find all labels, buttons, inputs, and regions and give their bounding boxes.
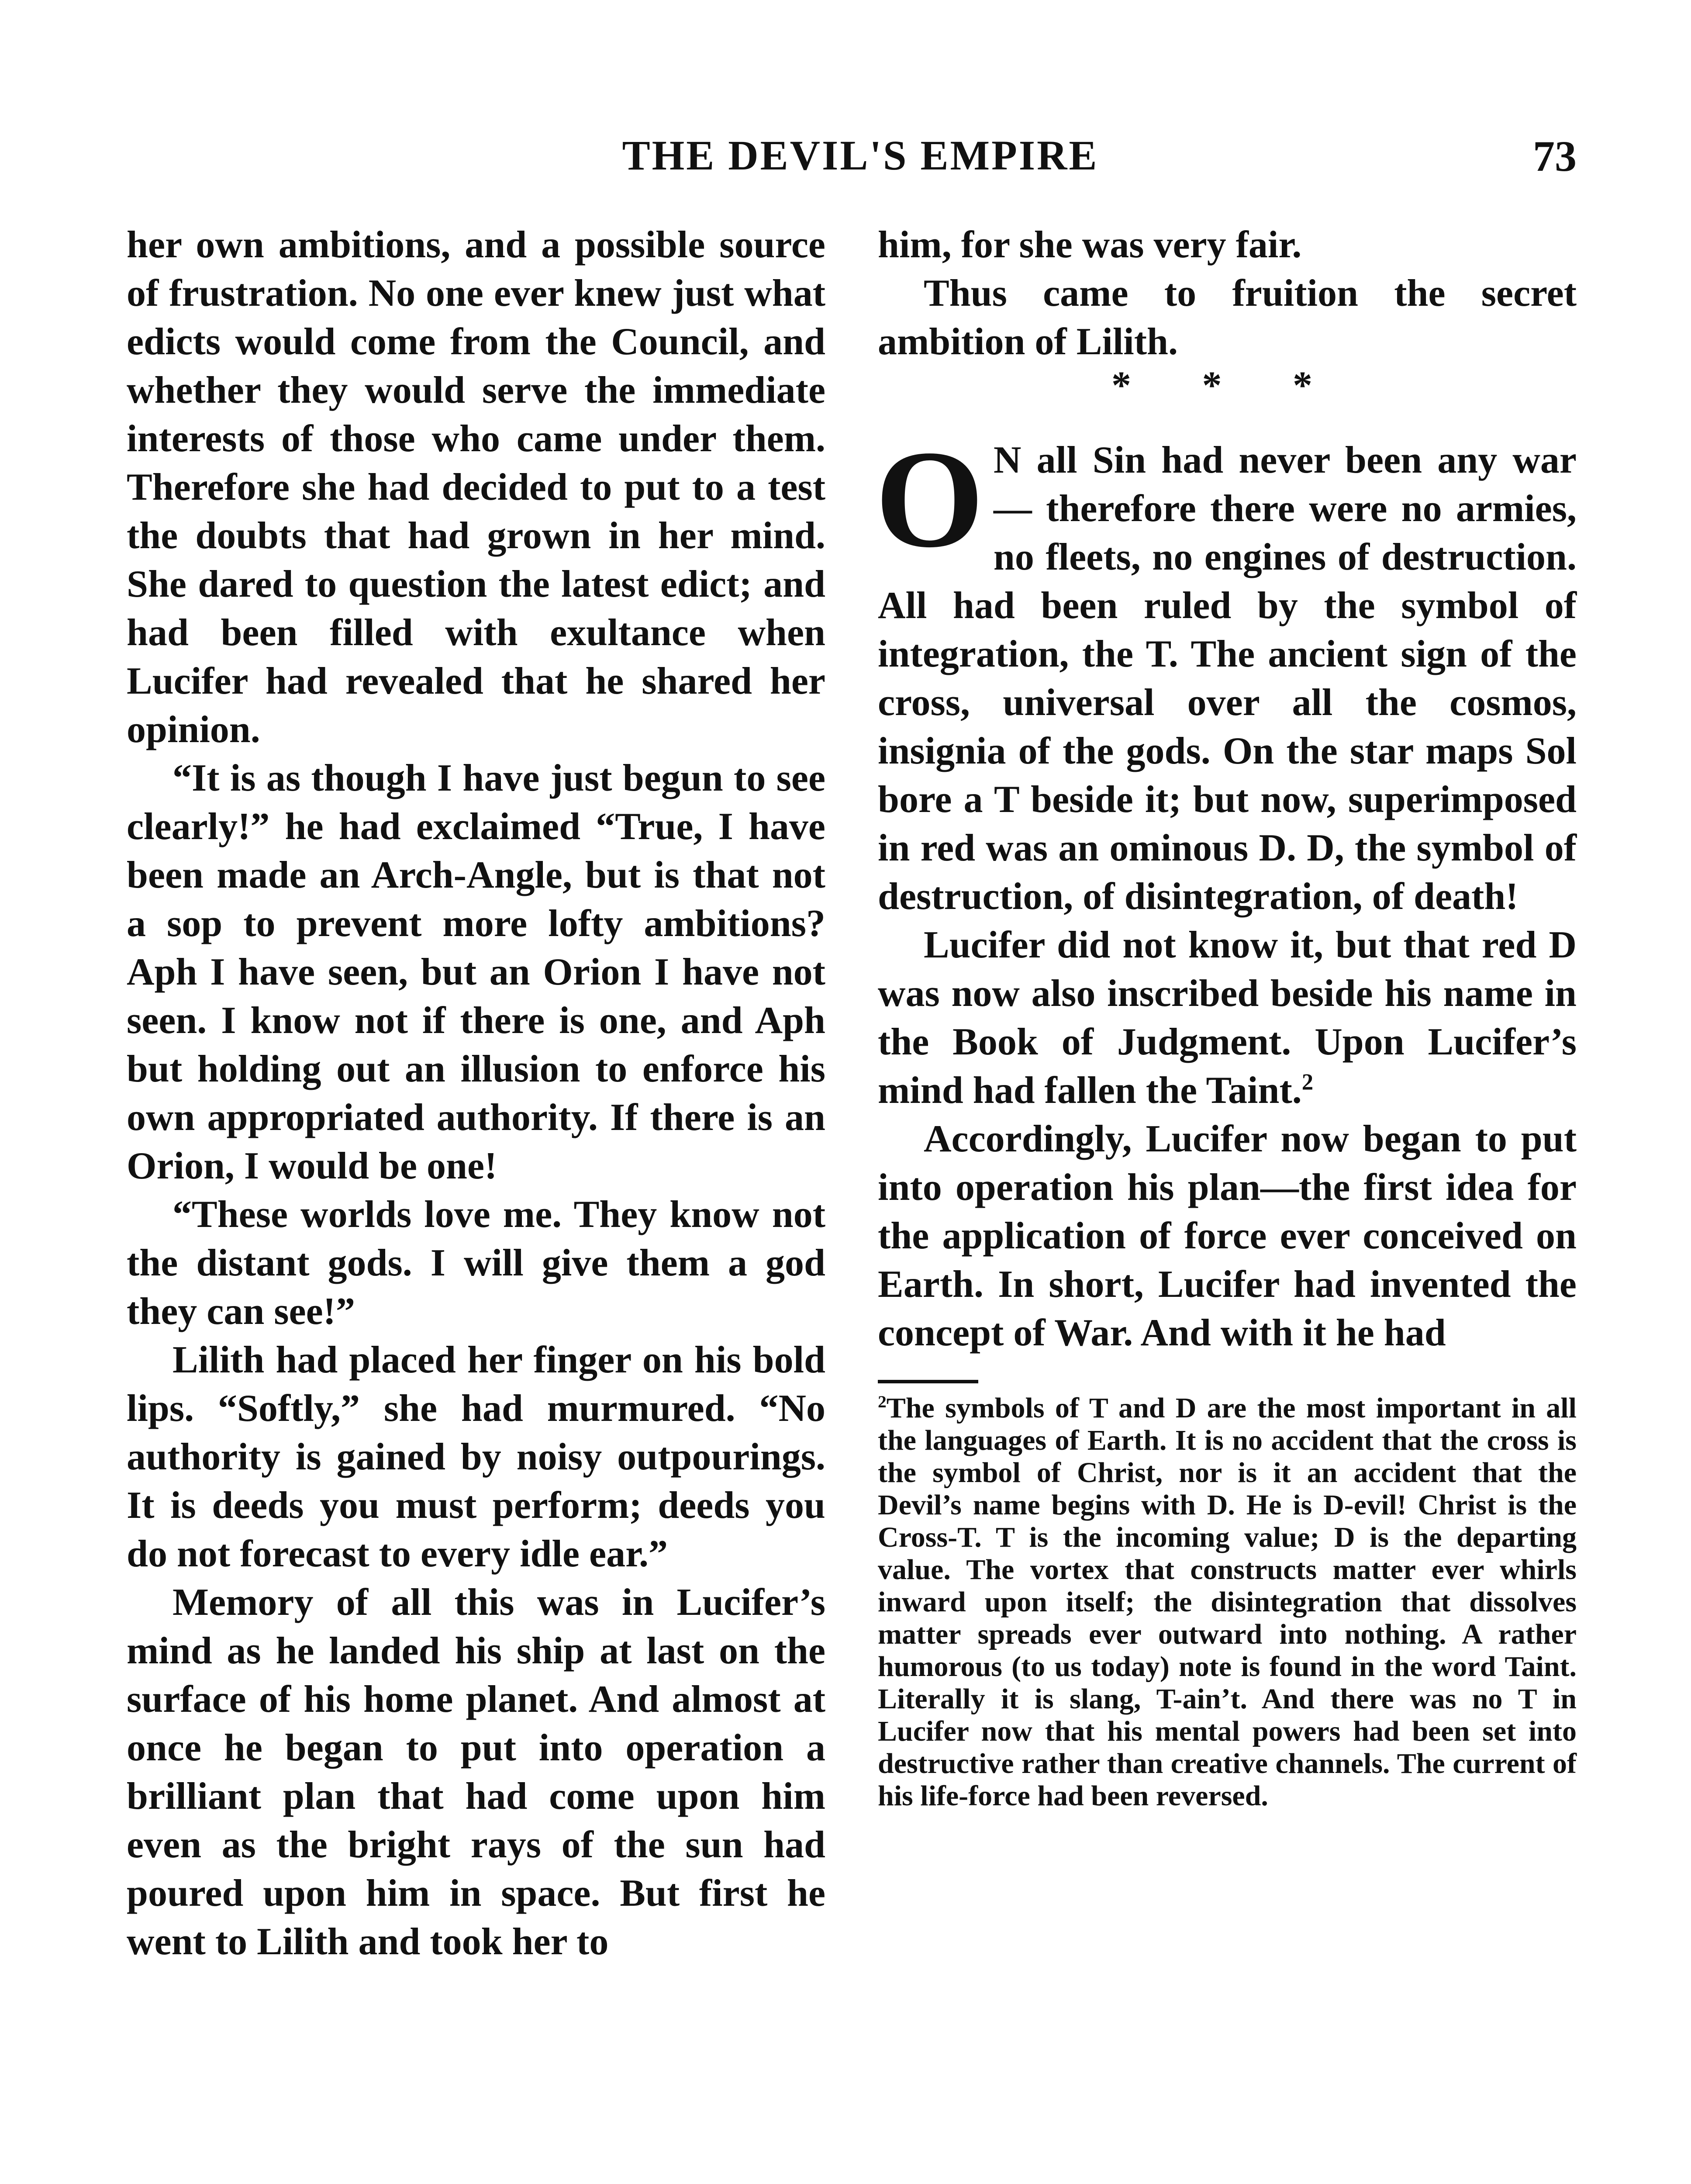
page-header — [144, 131, 1577, 201]
paragraph — [878, 921, 1577, 1115]
footnote-text: The symbols of T and D are the most important in all the languages of Earth. It is no accident that the cross is the symbol of Christ, nor is it an accident that the Devil’s name begins with D. He is D-evil! Christ is the Cross-T. T is the incoming value; D is the departing value. The vortex that constructs matter ever whirls inward upon itself; the disintegration that dissolves matter spreads ever outward into nothing. A rather humorous (to us today) note is found in the word Taint. Literally it is slang, T-ain’t. And there was no T in Lucifer now that his mental powers had been set into destructive rather than creative channels. The current of his life-force had been reversed. — [878, 1392, 1577, 1812]
paragraph: “It is as though I have just begun to see clearly!” he had exclaimed “True, I have been made an Arch-Angle, but is that not a sop to prevent more lofty ambitions? Aph I have seen, but an Orion I have not seen. I know not if there is one, and Aph but holding out an illusion to enforce his own appropriated authority. If there is an Orion, I would be one! — [127, 757, 825, 1187]
paragraph-text: N all Sin had never been any war — therefore there were no armies, no fleets, no engines of destruction. All had been ruled by the symbol of integration, the T. The ancient sign of the cross, universal over all the cosmos, insignia of the gods. On the star maps Sol bore a T beside it; but now, superimposed in red was an ominous D. D, the symbol of destruction, of disintegration, of death! — [878, 439, 1577, 918]
paragraph: Lilith had placed her finger on his bold lips. “Softly,” she had murmured. “No authority is gained by noisy outpourings. It is deeds you must perform; deeds you do not forecast to every idle ear.” — [127, 1339, 825, 1575]
page-number: 73 — [1533, 132, 1577, 180]
footnote — [878, 1392, 1577, 1812]
paragraph: Memory of all this was in Lucifer’s mind as he landed his ship at last on the surface of his home planet. And almost at once he began to put into operation a brilliant plan that had come upon him even as the bright rays of the sun had poured upon him in space. But first he went to Lilith and took her to — [127, 1581, 825, 1963]
footnote-reference: 2 — [1301, 1069, 1314, 1095]
section-break: * * * — [1111, 364, 1343, 407]
paragraph-text: Lucifer did not know it, but that red D was now also inscribed beside his name in the Book of Judgment. Upon Lucifer’s mind had fallen the Taint. — [878, 924, 1577, 1112]
left-column — [127, 221, 825, 1966]
drop-cap: O — [875, 422, 984, 577]
paragraph: her own ambitions, and a possible source of frustration. No one ever knew just what edicts would come from the Council, and whether they would serve the immediate interests of those who came under them. Therefore she had decided to put to a test the doubts that had grown in her mind. She dared to question the latest edict; and had been filled with exultance when Lucifer had revealed that he shared her opinion. — [127, 224, 825, 751]
footnote-divider — [878, 1380, 978, 1383]
paragraph: Thus came to fruition the secret ambition of Lilith. — [878, 272, 1577, 363]
paragraph: “These worlds love me. They know not the distant gods. I will give them a god they can see!” — [127, 1193, 825, 1333]
paragraph: Accordingly, Lucifer now began to put into operation his plan—the first idea for the application of force ever conceived on Earth. In short, Lucifer had invented the concept of War. And with it he had — [878, 1118, 1577, 1354]
footnote-marker: 2 — [878, 1392, 887, 1411]
right-column — [875, 221, 1577, 1812]
paragraph-with-dropcap — [875, 422, 1577, 921]
running-head-title: THE DEVIL'S EMPIRE — [622, 132, 1099, 179]
paragraph: him, for she was very fair. — [878, 224, 1302, 266]
